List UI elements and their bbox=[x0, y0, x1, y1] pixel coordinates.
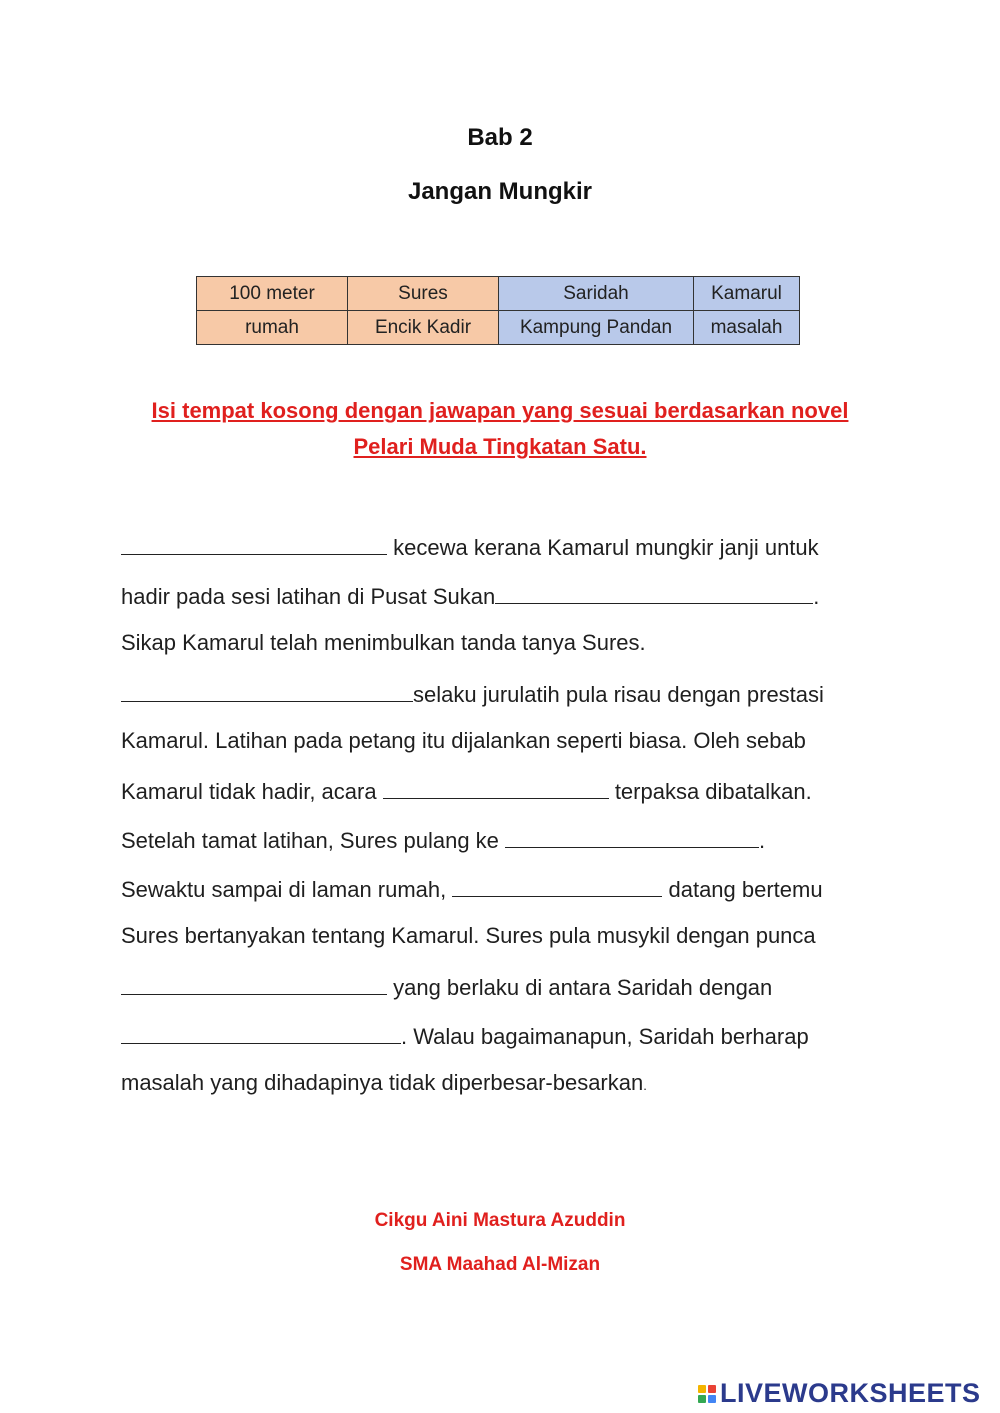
passage-text: yang berlaku di antara Saridah dengan bbox=[387, 975, 773, 1000]
passage-text: Sewaktu sampai di laman rumah, bbox=[121, 877, 453, 902]
word-bank-cell[interactable]: masalah bbox=[694, 311, 800, 345]
passage-line-10 bbox=[121, 972, 772, 1001]
passage-text: . bbox=[813, 584, 820, 609]
answer-blank-6[interactable] bbox=[452, 874, 662, 897]
passage-line-1 bbox=[121, 532, 819, 561]
answer-blank-8[interactable] bbox=[121, 1021, 401, 1044]
answer-blank-1[interactable] bbox=[121, 532, 387, 555]
word-bank-table bbox=[196, 276, 800, 345]
passage-line-6 bbox=[121, 776, 812, 805]
chapter-title: Jangan Mungkir bbox=[407, 178, 593, 205]
passage-line-12 bbox=[121, 1070, 647, 1096]
passage-text: masalah yang dihadapinya tidak diperbesar-besarkan bbox=[121, 1070, 644, 1095]
passage-text: Kamarul tidak hadir, acara bbox=[121, 779, 383, 804]
word-bank-cell[interactable]: rumah bbox=[197, 311, 348, 345]
word-bank-row bbox=[197, 277, 800, 311]
passage-text: . Walau bagaimanapun, Saridah berharap bbox=[401, 1024, 809, 1049]
passage-line-8 bbox=[121, 874, 823, 903]
word-bank-cell[interactable]: 100 meter bbox=[197, 277, 348, 311]
answer-blank-7[interactable] bbox=[121, 972, 387, 995]
passage-text: datang bertemu bbox=[662, 877, 823, 902]
passage-text: Sures bertanyakan tentang Kamarul. Sures pula musykil dengan punca bbox=[121, 923, 816, 948]
passage-text: selaku jurulatih pula risau dengan prestasi bbox=[413, 682, 824, 707]
passage-text: hadir pada sesi latihan di Pusat Sukan bbox=[121, 584, 496, 609]
word-bank-cell[interactable]: Sures bbox=[348, 277, 499, 311]
word-bank-cell[interactable]: Kampung Pandan bbox=[499, 311, 694, 345]
chapter-heading: Bab 2 bbox=[467, 124, 533, 151]
passage-line-5 bbox=[121, 728, 806, 754]
answer-blank-3[interactable] bbox=[121, 679, 413, 702]
instruction-line-2: Pelari Muda Tingkatan Satu. bbox=[353, 434, 647, 459]
word-bank-cell[interactable]: Saridah bbox=[499, 277, 694, 311]
liveworksheets-logo-icon bbox=[698, 1385, 716, 1403]
passage-text: . bbox=[759, 828, 766, 853]
answer-blank-5[interactable] bbox=[505, 825, 759, 848]
passage-line-3 bbox=[121, 630, 646, 656]
passage-text: Sikap Kamarul telah menimbulkan tanda tanya Sures. bbox=[121, 630, 646, 655]
passage-text: terpaksa dibatalkan. bbox=[608, 779, 812, 804]
word-bank-cell[interactable]: Kamarul bbox=[694, 277, 800, 311]
answer-blank-4[interactable] bbox=[383, 776, 609, 799]
word-bank-row bbox=[197, 311, 800, 345]
passage-line-11 bbox=[121, 1021, 809, 1050]
teacher-name: Cikgu Aini Mastura Azuddin bbox=[374, 1210, 626, 1231]
instruction-line-1: Isi tempat kosong dengan jawapan yang sesuai berdasarkan novel bbox=[151, 398, 849, 423]
passage-line-4 bbox=[121, 679, 824, 708]
liveworksheets-brand bbox=[698, 1378, 981, 1409]
answer-blank-2[interactable] bbox=[495, 581, 813, 604]
passage-line-7 bbox=[121, 825, 765, 854]
brand-name: LIVEWORKSHEETS bbox=[720, 1378, 981, 1408]
passage-text: kecewa kerana Kamarul mungkir janji untuk bbox=[387, 535, 819, 560]
school-name: SMA Maahad Al-Mizan bbox=[399, 1254, 601, 1275]
passage-line-2 bbox=[121, 581, 819, 610]
passage-text: Kamarul. Latihan pada petang itu dijalankan seperti biasa. Oleh sebab bbox=[121, 728, 806, 753]
passage-text: . bbox=[643, 1078, 647, 1093]
word-bank-cell[interactable]: Encik Kadir bbox=[348, 311, 499, 345]
passage-line-9 bbox=[121, 923, 816, 949]
passage-text: Setelah tamat latihan, Sures pulang ke bbox=[121, 828, 506, 853]
